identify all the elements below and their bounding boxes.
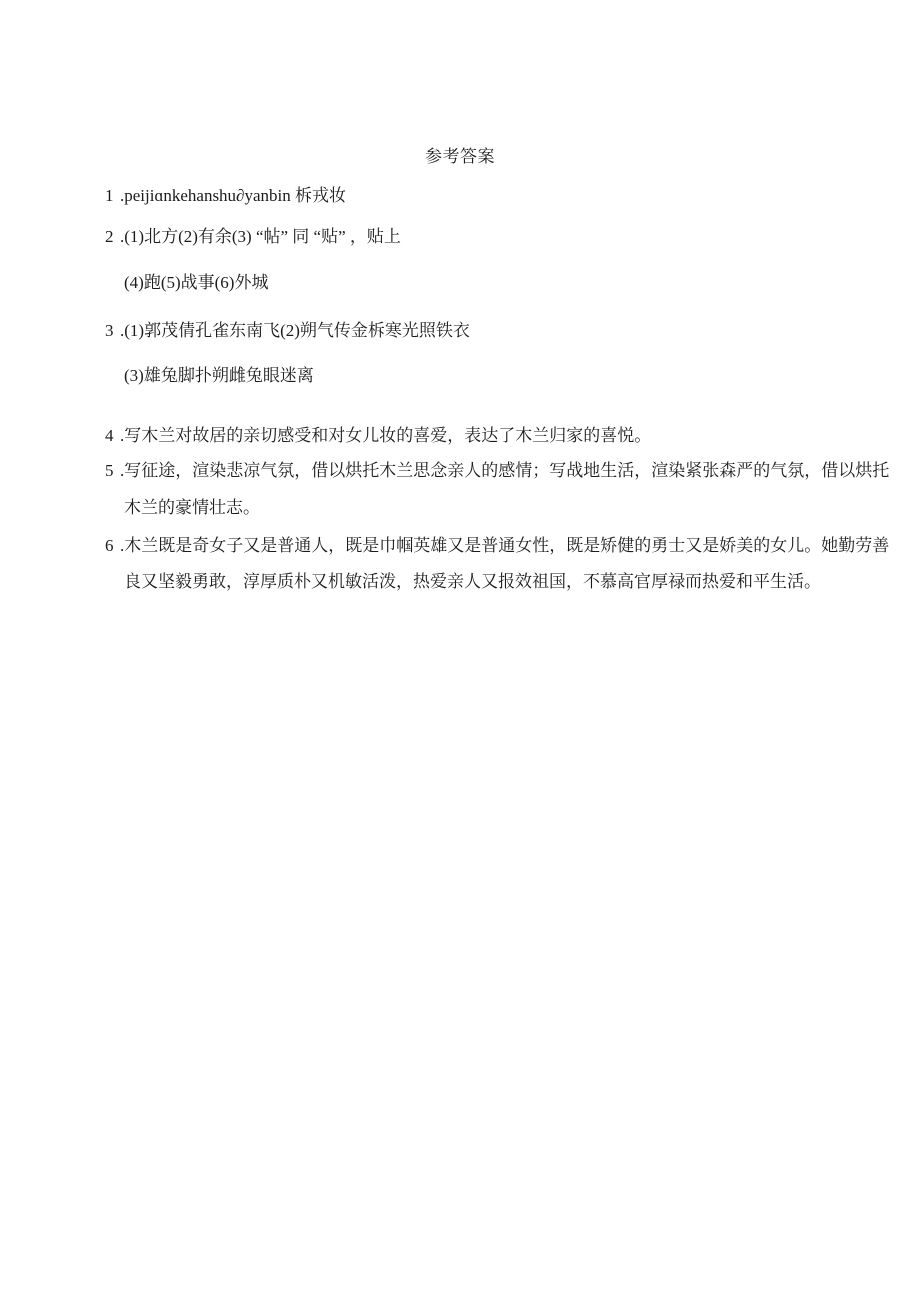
- answer-item-2: [105, 225, 401, 249]
- answer-text-1: .peijiɑnkehanshu∂yanbin 柝戎妆: [120, 186, 346, 205]
- answer-number-4: 4: [105, 426, 114, 445]
- answer-text-3-line-1: .(1)郭茂倩孔雀东南飞(2)朔气传金柝寒光照铁衣: [120, 321, 470, 340]
- page-title: 参考答案: [425, 147, 495, 166]
- answer-text-4: .写木兰对故居的亲切感受和对女儿妆的喜爱，表达了木兰归家的喜悦。: [120, 426, 652, 445]
- answer-item-2-continuation: [124, 271, 268, 295]
- answer-text-5-line-1: .写征途，渲染悲凉气氛，借以烘托木兰思念亲人的感情；写战地生活，渲染紧张森严的气氛，借以烘托: [120, 461, 890, 480]
- answer-text-6-line-1: .木兰既是奇女子又是普通人，既是巾帼英雄又是普通女性，既是矫健的勇士又是娇美的女儿。她勤劳善: [120, 536, 890, 555]
- answer-number-6: 6: [105, 536, 114, 555]
- answer-number-1: 1: [105, 186, 114, 205]
- answer-item-6: [105, 534, 889, 558]
- answer-item-3-continuation: [124, 364, 314, 388]
- answer-number-5: 5: [105, 461, 114, 480]
- answer-item-4: [105, 424, 651, 448]
- answer-text-5-line-2: 木兰的豪情壮志。: [124, 498, 260, 517]
- answer-text-2-line-1: .(1)北方(2)有余(3) “帖” 同 “贴” ，贴上: [120, 227, 401, 246]
- answer-text-2-line-2: (4)跑(5)战事(6)外城: [124, 273, 269, 292]
- answer-item-5: [105, 459, 889, 483]
- answer-item-6-continuation: [124, 570, 821, 594]
- answer-number-3: 3: [105, 321, 114, 340]
- answer-text-3-line-2: (3)雄兔脚扑朔雌兔眼迷离: [124, 366, 314, 385]
- answer-number-2: 2: [105, 227, 114, 246]
- answer-item-5-continuation: [124, 496, 260, 520]
- answer-item-1: [105, 184, 346, 208]
- answer-item-3: [105, 319, 470, 343]
- answer-text-6-line-2: 良又坚毅勇敢，淳厚质朴又机敏活泼，热爱亲人又报效祖国，不慕高官厚禄而热爱和平生活。: [124, 572, 821, 591]
